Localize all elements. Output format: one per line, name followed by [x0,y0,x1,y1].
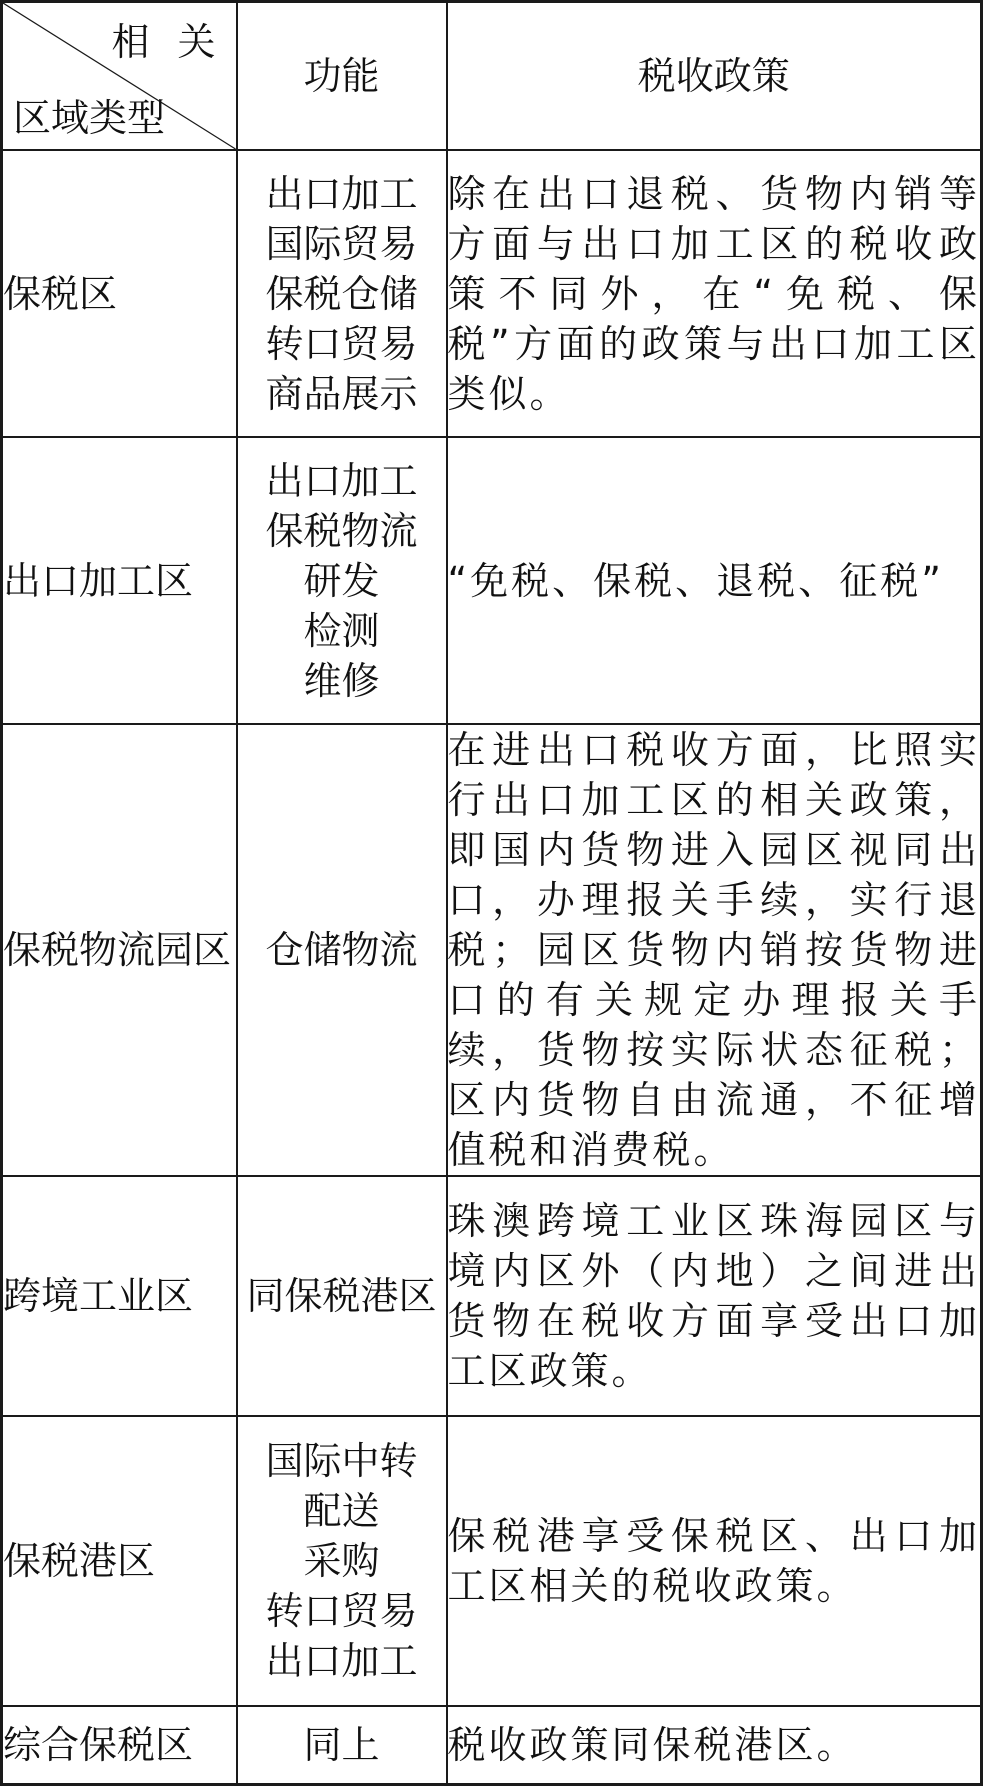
function-item: 转口贸易 [265,321,418,366]
function-item: 保税物流 [265,508,418,553]
table-row [2,724,982,1176]
function-item: 保税仓储 [265,271,418,316]
region-type-cell: 综合保税区 [2,1706,237,1784]
function-item: 国际中转 [265,1439,418,1483]
region-type-cell: 保税区 [2,150,237,437]
function-item: 国际贸易 [265,221,418,266]
header-function: 功能 [237,2,447,151]
header-tax-policy: 税收政策 [447,2,982,151]
function-item: 出口加工 [265,1639,418,1683]
table-row [2,1176,982,1416]
function-item: 采购 [303,1539,380,1583]
function-cell [237,150,447,437]
function-item: 仓储物流 [265,928,418,972]
policy-cell: 珠澳跨境工业区珠海园区与境内区外（内地）之间进出货物在税收方面享受出口加工区政策。 [447,1176,982,1416]
function-cell [237,1176,447,1416]
table-row [2,437,982,724]
policy-cell: 保税港享受保税区、出口加工区相关的税收政策。 [447,1416,982,1706]
function-item: 出口加工 [265,458,418,503]
function-item: 检测 [303,608,380,653]
policy-cell: 在进出口税收方面，比照实行出口加工区的相关政策，即国内货物进入园区视同出口，办理报关手续，实行退税；园区货物内销按货物进口的有关规定办理报关手续，货物按实际状态征税；区内货物自由流通，不征增值税和消费税。 [447,724,982,1176]
region-type-cell: 出口加工区 [2,437,237,724]
function-item: 研发 [303,558,380,603]
region-type-cell: 保税港区 [2,1416,237,1706]
table-row [2,1706,982,1784]
function-item: 转口贸易 [265,1589,418,1633]
region-type-cell: 跨境工业区 [2,1176,237,1416]
function-item: 同上 [303,1722,380,1767]
function-item: 配送 [303,1489,380,1533]
region-type-cell: 保税物流园区 [2,724,237,1176]
policy-cell: 除在出口退税、货物内销等方面与出口加工区的税收政策不同外，在“免税、保税”方面的政策与出口加工区类似。 [447,150,982,437]
policy-cell: 税收政策同保税港区。 [447,1706,982,1784]
function-cell [237,437,447,724]
header-row [2,2,982,151]
function-item: 同保税港区 [246,1274,437,1318]
function-item: 维修 [303,658,380,703]
function-cell [237,1416,447,1706]
function-item: 出口加工 [265,171,418,216]
table-row [2,1416,982,1706]
function-cell [237,1706,447,1784]
function-cell [237,724,447,1176]
table-row [2,150,982,437]
header-region-type-label: 区域类型 [13,96,166,140]
diagonal-header-cell [2,2,244,151]
function-item: 商品展示 [265,371,418,416]
policy-cell: “免税、保税、退税、征税” [447,437,982,724]
header-related-label: 相关 [111,20,244,64]
